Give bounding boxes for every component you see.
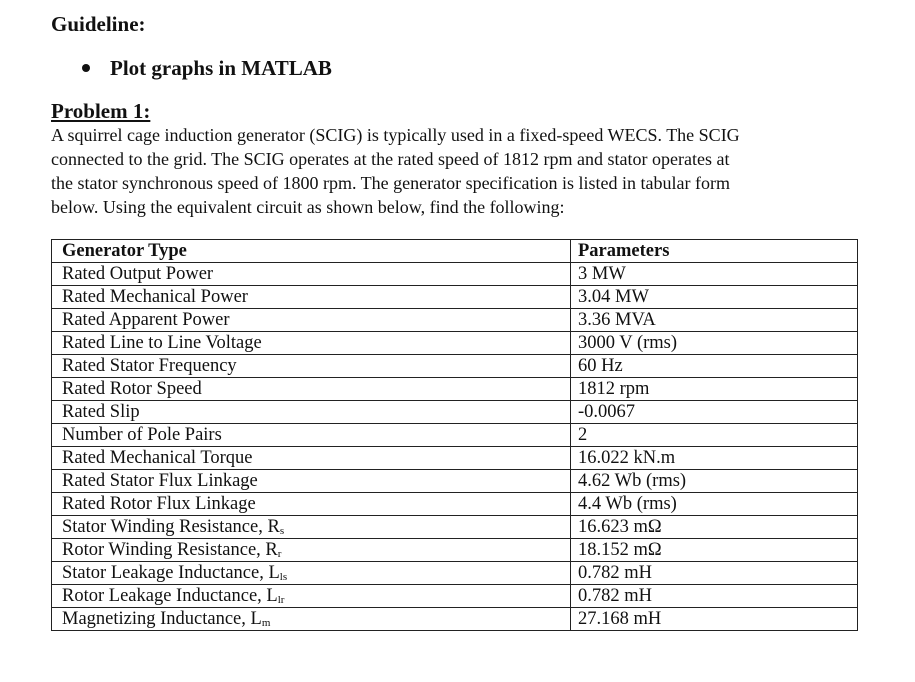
spec-value-cell: 60 Hz — [571, 355, 858, 378]
spec-label: Rated Rotor Speed — [62, 379, 202, 399]
table-row — [52, 286, 858, 309]
spec-label: Rated Slip — [62, 402, 140, 422]
problem-statement-line: A squirrel cage induction generator (SCIG) is typically used in a fixed-speed WECS. The SCIG — [51, 125, 740, 145]
spec-label-cell — [52, 401, 571, 424]
problem-statement-line: below. Using the equivalent circuit as shown below, find the following: — [51, 197, 565, 217]
spec-label: Magnetizing Inductance, L — [62, 609, 262, 629]
spec-label-cell — [52, 355, 571, 378]
spec-value-cell: 3 MW — [571, 263, 858, 286]
generator-spec-table — [51, 239, 858, 631]
spec-label: Stator Leakage Inductance, L — [62, 563, 280, 583]
spec-label-cell — [52, 447, 571, 470]
spec-label: Rated Rotor Flux Linkage — [62, 494, 256, 514]
spec-value-cell: 0.782 mH — [571, 585, 858, 608]
spec-label-subscript: r — [277, 548, 282, 560]
guideline-bullet-item — [82, 55, 332, 81]
spec-label-cell — [52, 378, 571, 401]
spec-label-cell — [52, 562, 571, 585]
spec-value-cell: 1812 rpm — [571, 378, 858, 401]
spec-value-cell: 2 — [571, 424, 858, 447]
spec-value-cell: 4.62 Wb (rms) — [571, 470, 858, 493]
table-row — [52, 562, 858, 585]
table-header-generator-type: Generator Type — [52, 240, 571, 263]
spec-label-subscript: ls — [279, 571, 288, 583]
spec-label: Rated Output Power — [62, 264, 214, 284]
spec-label: Rotor Leakage Inductance, L — [62, 586, 278, 606]
table-row — [52, 493, 858, 516]
spec-label: Rated Mechanical Torque — [62, 448, 253, 468]
spec-value-cell: 16.623 mΩ — [571, 516, 858, 539]
table-row — [52, 424, 858, 447]
problem-statement — [51, 123, 851, 219]
table-row — [52, 539, 858, 562]
table-row — [52, 378, 858, 401]
spec-label-subscript: s — [279, 525, 285, 537]
guideline-heading: Guideline: — [51, 12, 146, 36]
table-row — [52, 516, 858, 539]
table-row — [52, 355, 858, 378]
spec-label-cell — [52, 493, 571, 516]
spec-label-cell — [52, 332, 571, 355]
spec-label: Rated Apparent Power — [62, 310, 230, 330]
spec-label: Rated Stator Flux Linkage — [62, 471, 258, 491]
spec-label-cell — [52, 309, 571, 332]
table-row — [52, 263, 858, 286]
spec-label-subscript: m — [261, 617, 271, 629]
spec-value-cell: -0.0067 — [571, 401, 858, 424]
guideline-bullet-text: Plot graphs in MATLAB — [110, 56, 332, 80]
problem-statement-line: connected to the grid. The SCIG operates at the rated speed of 1812 rpm and stator operates at — [51, 149, 730, 169]
spec-value-cell: 3.04 MW — [571, 286, 858, 309]
problem-statement-line: the stator synchronous speed of 1800 rpm. The generator specification is listed in tabular form — [51, 173, 730, 193]
table-row — [52, 309, 858, 332]
spec-value-cell: 16.022 kN.m — [571, 447, 858, 470]
spec-value-cell: 4.4 Wb (rms) — [571, 493, 858, 516]
spec-value-cell: 18.152 mΩ — [571, 539, 858, 562]
problem-heading: Problem 1: — [51, 99, 151, 123]
spec-value-cell: 3000 V (rms) — [571, 332, 858, 355]
spec-label-cell — [52, 286, 571, 309]
spec-label: Rated Mechanical Power — [62, 287, 248, 307]
spec-label-cell — [52, 516, 571, 539]
table-row — [52, 585, 858, 608]
spec-label: Rotor Winding Resistance, R — [62, 540, 278, 560]
spec-label-cell — [52, 424, 571, 447]
spec-label-cell — [52, 470, 571, 493]
spec-value-cell: 0.782 mH — [571, 562, 858, 585]
spec-value-cell: 27.168 mH — [571, 608, 858, 631]
table-row — [52, 470, 858, 493]
bullet-icon — [82, 64, 90, 72]
spec-label: Number of Pole Pairs — [62, 425, 222, 445]
table-row — [52, 401, 858, 424]
spec-label: Rated Line to Line Voltage — [62, 333, 262, 353]
spec-label: Stator Winding Resistance, R — [62, 517, 280, 537]
spec-label-subscript: lr — [277, 594, 285, 606]
spec-label: Rated Stator Frequency — [62, 356, 237, 376]
table-row — [52, 332, 858, 355]
spec-label-cell — [52, 608, 571, 631]
table-row — [52, 447, 858, 470]
spec-label-cell — [52, 585, 571, 608]
table-row — [52, 608, 858, 631]
table-header-parameters: Parameters — [571, 240, 858, 263]
spec-value-cell: 3.36 MVA — [571, 309, 858, 332]
table-header-row — [52, 240, 858, 263]
spec-label-cell — [52, 263, 571, 286]
spec-label-cell — [52, 539, 571, 562]
